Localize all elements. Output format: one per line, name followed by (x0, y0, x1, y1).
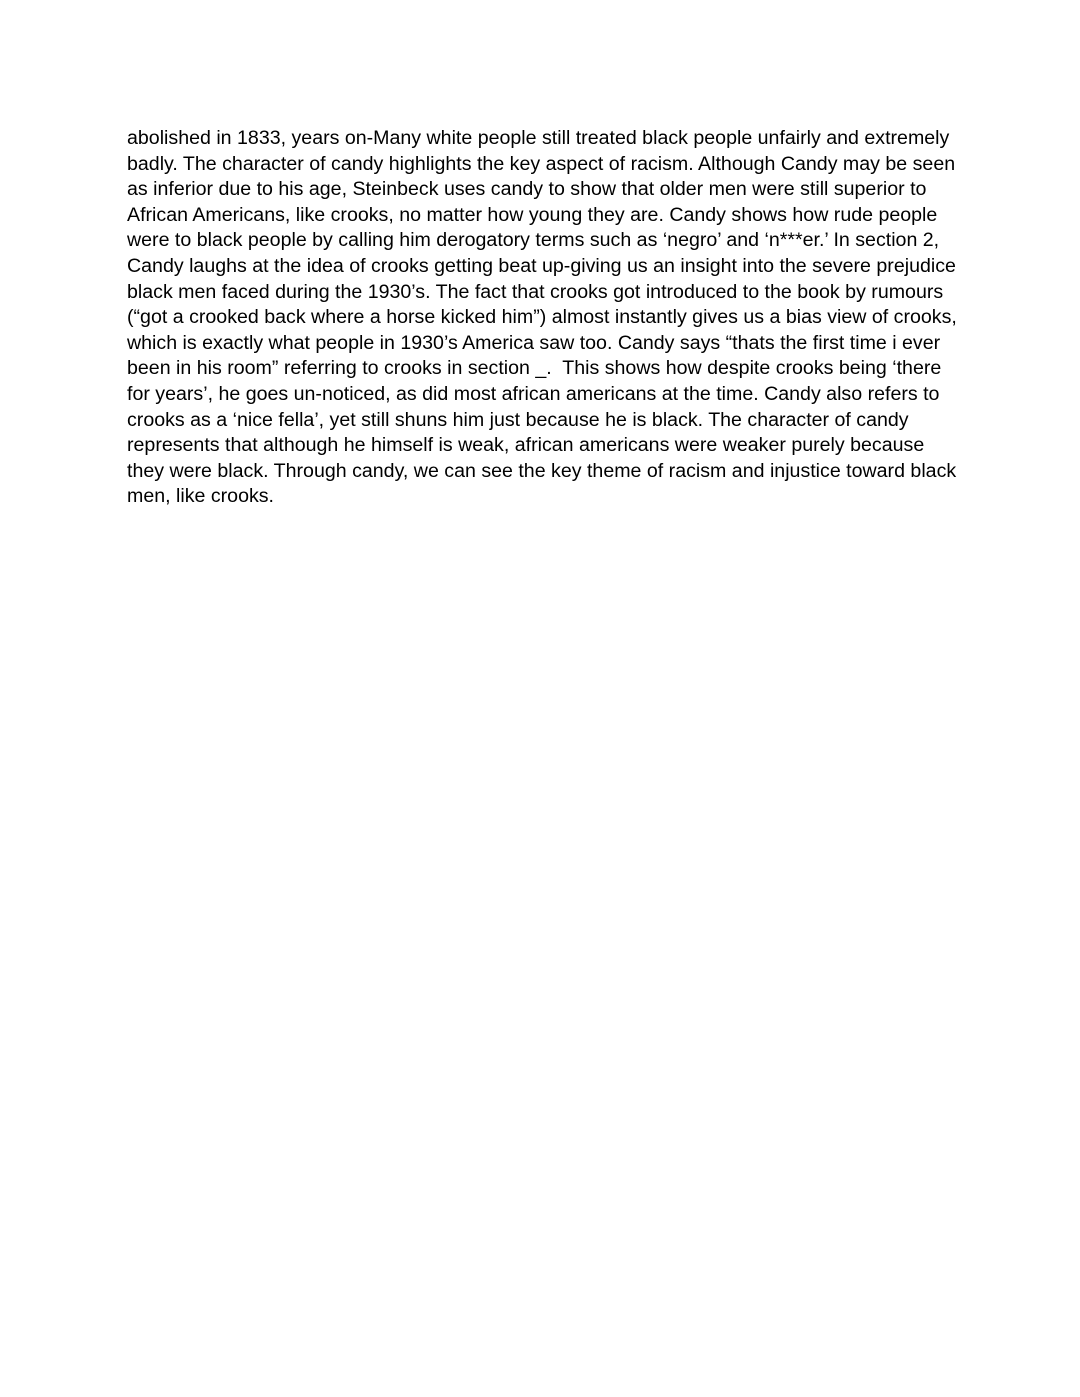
text-line: abolished in 1833, years on-Many white people still treated black people unfairly and extremely (127, 127, 950, 149)
text-line: crooks as a ‘nice fella’, yet still shuns him just because he is black. The character of candy (127, 408, 909, 431)
text-line: represents that although he himself is weak, african americans were weaker purely because (127, 434, 925, 457)
text-line: they were black. Through candy, we can see the key theme of racism and injustice toward black (127, 459, 957, 482)
body-paragraph (127, 126, 977, 510)
text-line: for years’, he goes un-noticed, as did most african americans at the time. Candy also refers to (127, 382, 940, 405)
text-line: Candy laughs at the idea of crooks getting beat up-giving us an insight into the severe prejudice (127, 254, 956, 277)
text-line: black men faced during the 1930’s. The fact that crooks got introduced to the book by rumours (127, 280, 944, 303)
text-line: (“got a crooked back where a horse kicked him”) almost instantly gives us a bias view of crooks, (127, 306, 957, 329)
text-line: been in his room” referring to crooks in section _. This shows how despite crooks being ‘there (127, 357, 942, 380)
text-line: African Americans, like crooks, no matter how young they are. Candy shows how rude people (127, 203, 938, 226)
text-line: as inferior due to his age, Steinbeck uses candy to show that older men were still superior to (127, 178, 927, 201)
text-line: badly. The character of candy highlights the key aspect of racism. Although Candy may be seen (127, 152, 956, 175)
text-line: men, like crooks. (127, 485, 275, 508)
text-line: which is exactly what people in 1930’s America saw too. Candy says “thats the first time i ever (127, 331, 941, 354)
text-line: were to black people by calling him derogatory terms such as ‘negro’ and ‘n***er.’ In section 2, (127, 229, 940, 252)
